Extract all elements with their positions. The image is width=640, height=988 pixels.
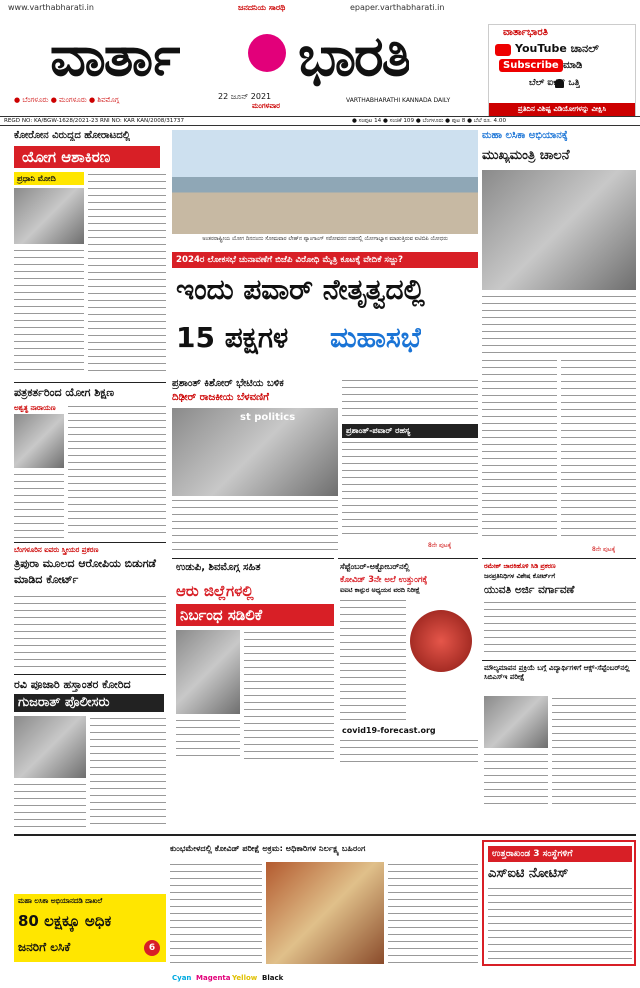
left-story3-kicker: ಬೆಂಗಳೂರಿನ ಐವರು ಸ್ತ್ರೀಯರ ಪ್ರಕರಣ	[14, 546, 99, 554]
vax-headline-2: ಜನರಿಗೆ ಲಸಿಕೆ	[18, 940, 71, 954]
left-story3-body	[14, 594, 166, 670]
editions: ● ಬೆಂಗಳೂರು ● ಮಂಗಳೂರು ● ಶಿವಮೊಗ್ಗ	[14, 96, 120, 104]
right-story3-body	[552, 696, 636, 804]
left-story2-body-2	[14, 472, 64, 538]
photo-caption: ಅಂತರರಾಷ್ಟ್ರೀಯ ಯೋಗ ದಿನದಂದು ಸೋಮವಾರ ಲೇಹ್‌ನ ಪ್ಯಾಂಗಾಂಗ್ ಸರೋವರದ ದಡದಲ್ಲಿ ಯೋಗಾಭ್ಯಾಸ ಮಾಡುತ್ತಿರುವ ಐಟಿಬಿಪಿ ಯೋಧರು	[202, 236, 448, 242]
covid-body-2	[340, 738, 478, 762]
bottom-headline: ಕುಂಭಮೇಳದಲ್ಲಿ ಕೋವಿಡ್ ಪರೀಕ್ಷೆ ಅಕ್ರಮ: ಅಧಿಕಾರಿಗಳ ನಿರ್ಲಕ್ಷ್ಯ ಬಹಿರಂಗ	[170, 843, 366, 853]
udupi-headline-2: ನಿರ್ಬಂಧ ಸಡಿಲಿಕೆ	[176, 604, 334, 626]
right-caption	[482, 294, 636, 354]
center-sub-2: ದಿಢೀರ್ ರಾಜಕೀಯ ಬೆಳವಣಿಗೆ	[172, 392, 269, 403]
yoga-photo	[172, 130, 478, 234]
right-body	[482, 358, 557, 542]
student-photo	[484, 696, 548, 748]
ad-bell: ಬೆಲ್ ಐಕನ್ ಒತ್ತಿ	[529, 78, 580, 88]
left-story4-body	[90, 716, 166, 828]
ad-brand: ವಾರ್ತಾಭಾರತಿ	[503, 27, 548, 38]
virus-image	[410, 610, 472, 672]
modi-photo	[14, 188, 84, 244]
issue-meta: ● ಸಂಪುಟ 14 ● ಸಂಚಿಕೆ 109 ● ಬೆಂಗಳೂರು ● ಪುಟ 8 ● ಬೆಲೆ ರೂ. 4.00	[352, 118, 507, 124]
police-photo	[14, 716, 86, 778]
left-story2-headline: ಪತ್ರಕರ್ತರಿಂದ ಯೋಗ ಶಿಕ್ಷಣ	[14, 386, 115, 399]
vax-kicker: ಮಹಾ ಲಸಿಕಾ ಅಭಿಯಾನದಡಿ ದಾಖಲೆ	[18, 897, 103, 905]
right-story2-kicker: ರಮೇಶ್ ಜಾರಕಿಹೊಳಿ ಸಿಡಿ ಪ್ರಕರಣ	[484, 562, 556, 570]
issue-weekday: ಮಂಗಳವಾರ	[252, 102, 281, 110]
left-kicker: ಕೋರೋನ ವಿರುದ್ಧದ ಹೋರಾಟದಲ್ಲಿ	[14, 130, 131, 141]
left-story2-byline: ಅಶ್ವತ್ಥ ನಾರಾಯಣ	[14, 404, 56, 412]
center-kicker: 2024ರ ಲೋಕಸಭೆ ಚುನಾವಣೆಗೆ ಬಿಜೆಪಿ ವಿರೋಧಿ ಮೈತ್ರಿ ಕೂಟಕ್ಕೆ ವೇದಿಕೆ ಸಜ್ಜು?	[172, 252, 478, 268]
left-story4-headline-2: ಗುಜರಾತ್ ಪೊಲೀಸರು	[14, 694, 164, 712]
color-cyan: Cyan	[172, 974, 192, 982]
center-headline-1: ಇಂದು ಪವಾರ್ ನೇತೃತ್ವದಲ್ಲಿ	[176, 273, 425, 306]
kumbh-photo	[266, 862, 384, 964]
color-yellow: Yellow	[232, 974, 258, 982]
left-story-body	[88, 172, 166, 372]
ad-youtube: YouTube ಚಾನಲ್	[515, 42, 599, 55]
bottom-body-2	[388, 862, 478, 964]
covid-link[interactable]: covid19-forecast.org	[342, 726, 436, 735]
ad-subscribe-button[interactable]: Subscribe	[499, 59, 563, 72]
center-more-1[interactable]: 8ನೇ ಪುಟಕ್ಕೆ	[428, 542, 452, 549]
left-story2-body	[68, 404, 166, 538]
cm-photo	[482, 170, 636, 290]
meta-bar	[0, 116, 640, 126]
sit-headline: ಎಸ್‌ಐಟಿ ನೋಟಿಸ್	[488, 866, 569, 881]
youtube-ad[interactable]	[488, 24, 636, 116]
site-url[interactable]: www.varthabharati.in	[8, 3, 94, 12]
right-story3-body-2	[484, 752, 548, 804]
color-magenta: Magenta	[196, 974, 231, 982]
masthead-title-right: ಭಾರತಿ	[298, 24, 410, 89]
masthead-title-left: ವಾರ್ತಾ	[50, 24, 181, 89]
bottom-body	[170, 862, 262, 964]
right-story3-headline: ಮೌಲ್ಯಮಾಪನ ಪ್ರಕ್ರಿಯೆ ಬಗ್ಗೆ ವಿದ್ಯಾರ್ಥಿಗಳಿಗೆ ಆಕ್ಸ್-ಸೆಪ್ಟೆಂಬರ್‌ನಲ್ಲಿ ಸಿಬಿಎಸ್‌ಇ ಪರೀಕ್ಷೆ	[484, 664, 630, 681]
reg-no: REGD NO: KA/BGW-1628/2021-23 RNI NO: KAR KAN/2008/31737	[4, 118, 185, 124]
center-headline-2a: 15 ಪಕ್ಷಗಳ	[176, 321, 289, 354]
center-story-body-2	[342, 378, 478, 420]
left-headline: ಯೋಗ ಆಶಾಕಿರಣ	[14, 146, 160, 168]
right-story2-headline: ಯುವತಿ ಅರ್ಜಿ ವರ್ಗಾವಣೆ	[484, 584, 575, 596]
masthead-logo	[248, 34, 286, 72]
ad-footer: ಪ್ರತಿದಿನ ವಿಶಿಷ್ಟ ವಿಡಿಯೋಗಳನ್ನು ವೀಕ್ಷಿಸಿ	[489, 103, 635, 116]
udupi-body	[244, 630, 334, 760]
center-headline-2b: ಮಹಾಸಭೆ	[330, 321, 422, 354]
right-body-2	[561, 358, 636, 542]
color-bar	[0, 972, 640, 986]
center-box-body	[342, 440, 478, 540]
youtube-icon	[495, 44, 511, 56]
right-more[interactable]: 8ನೇ ಪುಟಕ್ಕೆ	[592, 546, 616, 553]
center-box-title: ಪ್ರಶಾಂತ್-ಪವಾರ್ ರಹಸ್ಯ	[342, 424, 478, 438]
covid-kicker: ಸೆಪ್ಟೆಂಬರ್-ಅಕ್ಟೋಬರ್‌ನಲ್ಲಿ	[340, 562, 410, 571]
sit-kicker: ಉತ್ತರಾಖಂಡ 3 ಸಂಸ್ಥೆಗಳಿಗೆ	[488, 846, 632, 862]
center-story-body	[172, 498, 338, 554]
left-byline: ಪ್ರಧಾನಿ ಮೋದಿ	[14, 172, 84, 185]
udupi-kicker: ಉಡುಪಿ, ಶಿವಮೊಗ್ಗ ಸಹಿತ	[176, 562, 261, 573]
left-story3-headline: ತ್ರಿಪುರಾ ಮೂಲದ ಆರೋಪಿಯ ಬಿಡುಗಡೆ ಮಾಡಿದ ಕೋರ್ಟ್	[14, 557, 156, 586]
udupi-body-2	[176, 718, 240, 760]
vax-page-ref[interactable]: 6	[144, 940, 160, 956]
market-photo	[176, 630, 240, 714]
ad-subscribe-suffix: ಮಾಡಿ	[563, 60, 583, 71]
udupi-headline-1: ಆರು ಜಿಲ್ಲೆಗಳಲ್ಲಿ	[176, 582, 254, 600]
covid-headline: ಕೋವಿಡ್ 3ನೇ ಅಲೆ ಉತ್ತುಂಗಕ್ಕೆ	[340, 574, 428, 584]
epaper-url[interactable]: epaper.varthabharati.in	[350, 3, 445, 12]
right-story2-body	[484, 600, 636, 656]
issue-date: 22 ಜೂನ್ 2021	[218, 92, 272, 101]
sit-body	[488, 886, 632, 962]
color-black: Black	[262, 974, 284, 982]
right-headline: ಮುಖ್ಯಮಂತ್ರಿ ಚಾಲನೆ	[482, 148, 570, 163]
left-story4-body-2	[14, 782, 86, 828]
right-kicker: ಮಹಾ ಲಸಿಕಾ ಅಭಿಯಾನಕ್ಕೆ	[482, 130, 568, 141]
right-story2-kicker-2: ಜನಪ್ರತಿನಿಧಿಗಳ ವಿಶೇಷ ಕೋರ್ಟ್‌ಗೆ	[484, 572, 556, 580]
covid-sub: ಐಐಟಿ ಕಾನ್ಪುರ ಅಧ್ಯಯನ ವರದಿ ನಿರೀಕ್ಷೆ	[340, 586, 421, 594]
photo-text: st politics	[240, 412, 296, 423]
center-sub-1: ಪ್ರಶಾಂತ್ ಕಿಶೋರ್ ಭೇಟಿಯ ಬಳಿಕ	[172, 378, 284, 389]
vax-headline-1: 80 ಲಕ್ಷಕ್ಕೂ ಅಧಿಕ	[18, 912, 112, 930]
tagline: ಜನದನಿಯ ಸಾರಥಿ	[238, 3, 286, 12]
left-story4-headline: ರವಿ ಪೂಜಾರಿ ಹಸ್ತಾಂತರ ಕೋರಿದ	[14, 678, 131, 691]
daily-label: VARTHABHARATHI KANNADA DAILY	[346, 97, 451, 104]
left-story-body-2	[14, 248, 84, 372]
covid-body	[340, 598, 406, 722]
narayan-photo	[14, 414, 64, 468]
